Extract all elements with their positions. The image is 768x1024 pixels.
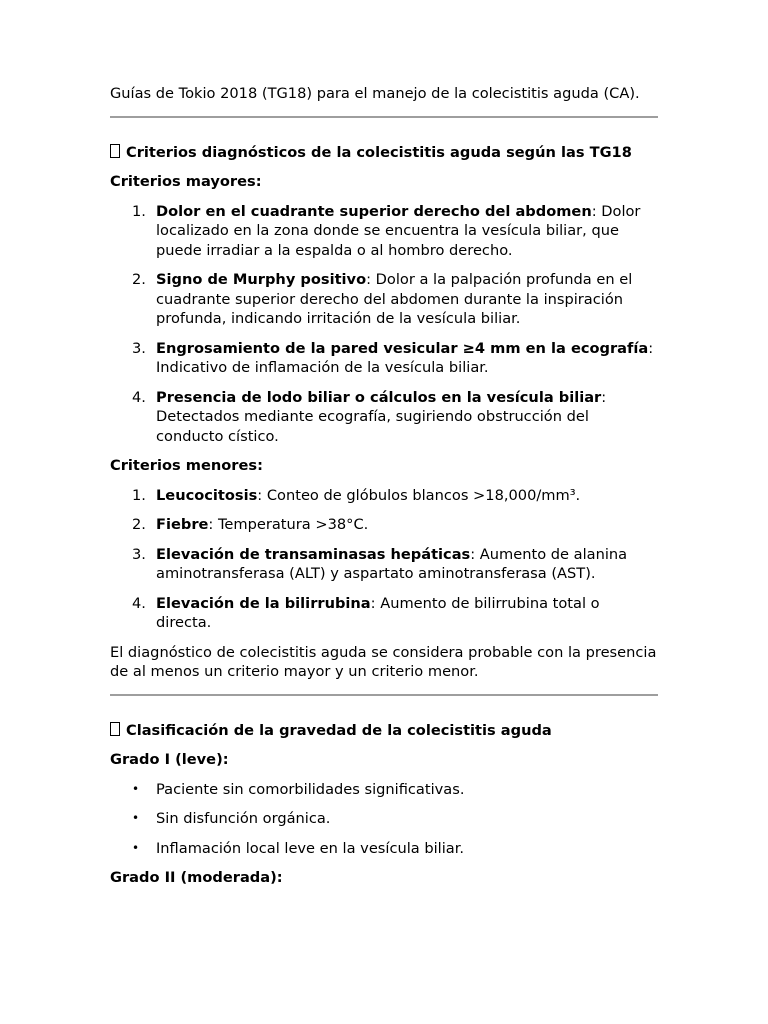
criterion-name: Fiebre xyxy=(156,516,209,533)
grade2-title: Grado II (moderada): xyxy=(110,869,283,886)
criterion-name: Presencia de lodo biliar o cálculos en la vesícula biliar xyxy=(156,388,602,406)
list-number: 3. xyxy=(132,545,146,563)
bullet-icon: • xyxy=(132,781,140,796)
diagnosis-conclusion: El diagnóstico de colecistitis aguda se considera probable con la presencia de al menos un criterio mayor y un criterio menor. xyxy=(110,643,657,680)
criterion-description: : Temperatura >38°C. xyxy=(208,516,369,533)
list-number: 1. xyxy=(132,202,146,220)
criterion-description: : Conteo de glóbulos blancos >18,000/mm³. xyxy=(257,486,581,504)
missing-glyph-icon xyxy=(110,144,120,158)
missing-glyph-icon xyxy=(110,722,120,736)
bullet-icon: • xyxy=(132,840,140,855)
list-number: 4. xyxy=(132,388,146,406)
criterion-description: : Indicativo de inflamación de la vesícula biliar. xyxy=(156,339,654,376)
section-divider xyxy=(110,694,658,696)
list-number: 4. xyxy=(132,594,146,612)
list-item xyxy=(110,780,658,800)
list-item xyxy=(110,339,658,378)
section-heading-text: Clasificación de la gravedad de la colecistitis aguda xyxy=(126,721,552,739)
criterion-name: Signo de Murphy positivo xyxy=(156,271,367,288)
grade1-title: Grado I (leve): xyxy=(110,751,229,768)
section-heading-diagnostic xyxy=(110,143,658,163)
criterion-description: : Detectados mediante ecografía, sugiriendo obstrucción del conducto cístico. xyxy=(156,388,607,445)
criterion-description: : Aumento de bilirrubina total o directa. xyxy=(156,594,600,631)
list-number: 2. xyxy=(132,271,146,288)
list-item-text: Paciente sin comorbilidades significativas. xyxy=(156,780,465,798)
list-item xyxy=(110,270,658,329)
criterion-name: Elevación de la bilirrubina xyxy=(156,594,371,612)
criterion-name: Elevación de transaminasas hepáticas xyxy=(156,545,471,563)
list-item xyxy=(110,388,658,447)
major-criteria-list xyxy=(110,202,658,447)
criterion-name: Dolor en el cuadrante superior derecho del abdomen xyxy=(156,202,592,220)
intro-paragraph: Guías de Tokio 2018 (TG18) para el manejo de la colecistitis aguda (CA). xyxy=(110,85,640,102)
criterion-description: : Dolor a la palpación profunda en el cuadrante superior derecho del abdomen durante la inspiración profunda, indicando irritación de la vesícula biliar. xyxy=(156,271,633,327)
criterion-description: : Aumento de alanina aminotransferasa (ALT) y aspartato aminotransferasa (AST). xyxy=(156,545,628,582)
document-content xyxy=(110,84,658,898)
section-heading-text: Criterios diagnósticos de la colecistitis aguda según las TG18 xyxy=(126,143,632,161)
major-criteria-title: Criterios mayores: xyxy=(110,173,262,190)
list-item xyxy=(110,202,658,261)
criterion-name: Leucocitosis xyxy=(156,486,258,504)
minor-criteria-title: Criterios menores: xyxy=(110,457,263,474)
list-item xyxy=(110,594,658,633)
list-number: 3. xyxy=(132,339,146,357)
section-heading-severity xyxy=(110,721,658,741)
criterion-name: Engrosamiento de la pared vesicular ≥4 mm en la ecografía xyxy=(156,339,649,357)
criterion-description: : Dolor localizado en la zona donde se encuentra la vesícula biliar, que puede irradiar a la espalda o al hombro derecho. xyxy=(156,202,641,259)
list-item xyxy=(110,515,658,535)
list-item xyxy=(110,839,658,859)
bullet-icon: • xyxy=(132,811,140,825)
grade1-list xyxy=(110,780,658,859)
list-number: 2. xyxy=(132,516,146,533)
list-number: 1. xyxy=(132,486,146,504)
minor-criteria-list xyxy=(110,486,658,633)
list-item xyxy=(110,486,658,506)
list-item-text: Sin disfunción orgánica. xyxy=(156,810,331,827)
list-item xyxy=(110,545,658,584)
list-item xyxy=(110,809,658,829)
section-divider xyxy=(110,116,658,118)
list-item-text: Inflamación local leve en la vesícula biliar. xyxy=(156,839,465,857)
